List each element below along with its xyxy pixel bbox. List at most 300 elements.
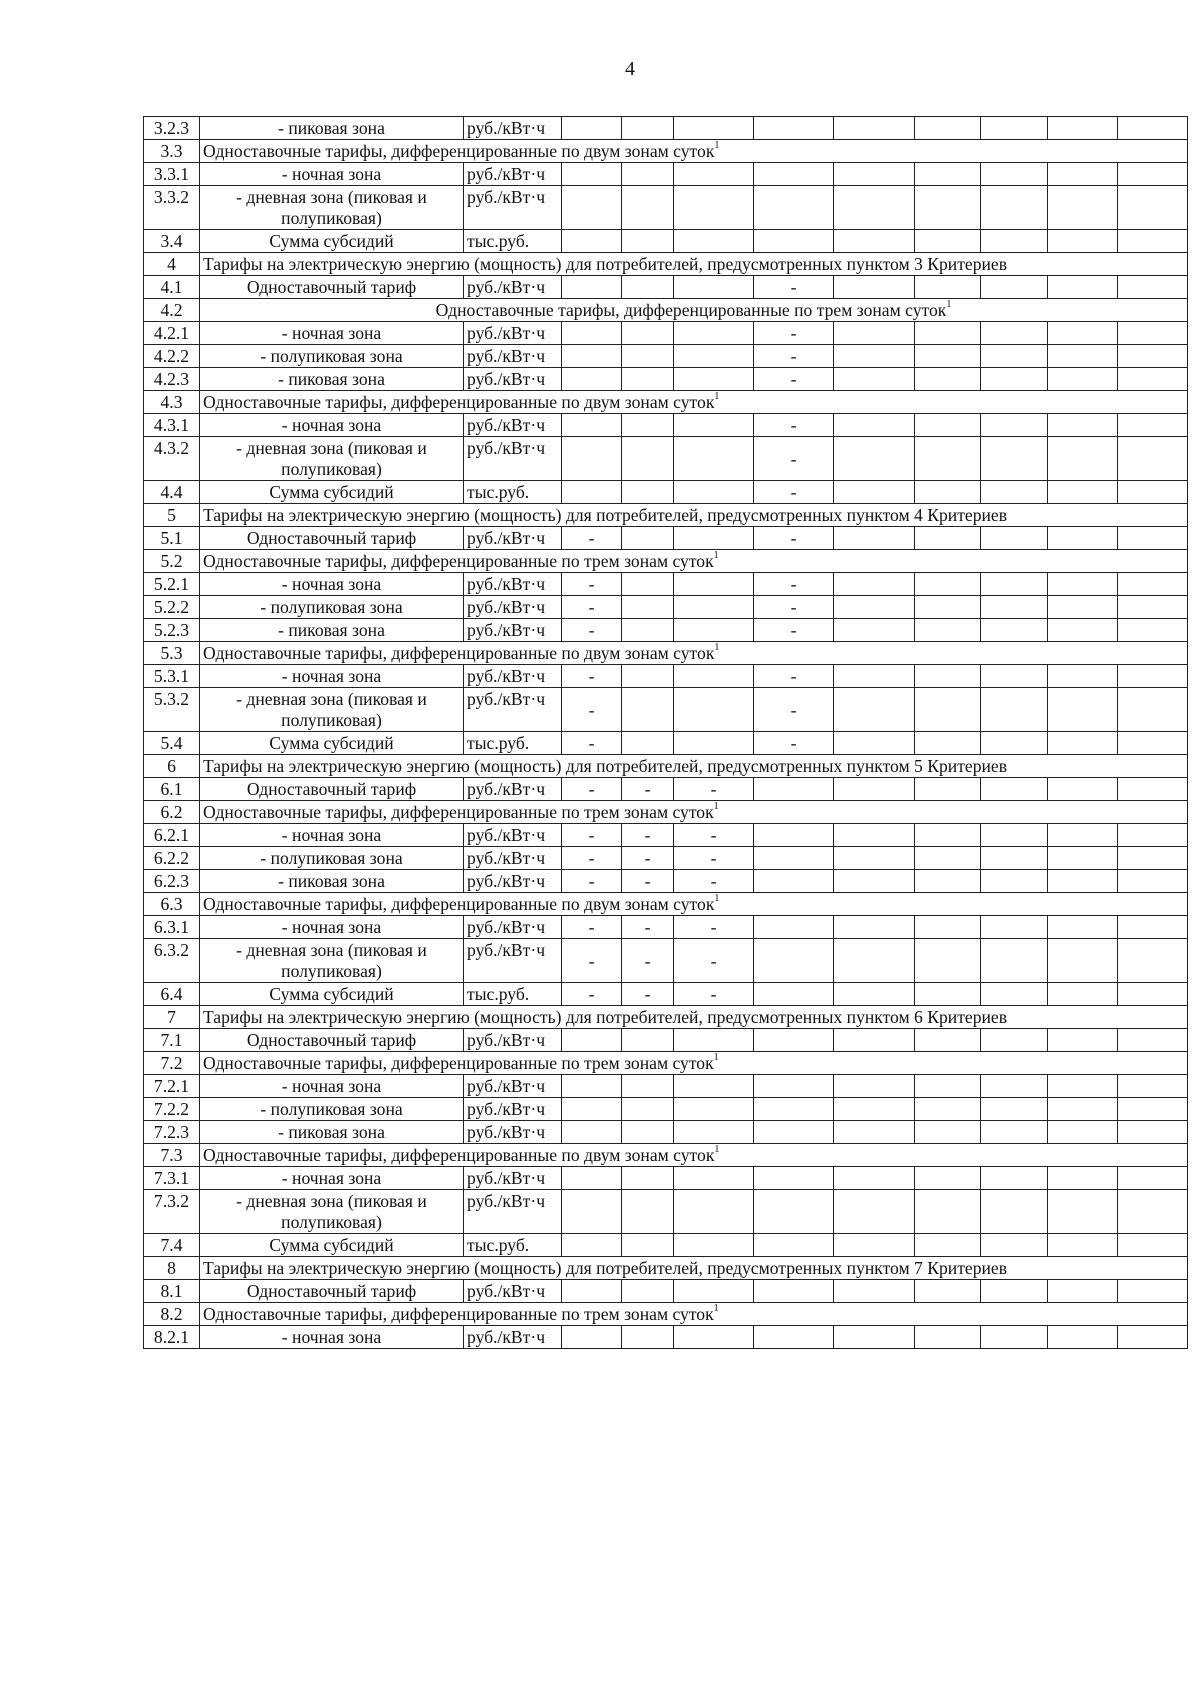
- value-cell: -: [674, 916, 754, 939]
- value-cell: [562, 1098, 622, 1121]
- value-cell: [1118, 847, 1188, 870]
- value-cell: [981, 847, 1048, 870]
- value-cell: [562, 1280, 622, 1303]
- value-cell: [1048, 117, 1118, 140]
- value-cell: [1048, 665, 1118, 688]
- unit: руб./кВт·ч: [464, 1098, 562, 1121]
- value-cell: [1048, 527, 1118, 550]
- value-cell: [981, 619, 1048, 642]
- value-cell: [834, 983, 915, 1006]
- value-cell: [834, 1234, 915, 1257]
- value-cell: [754, 1167, 834, 1190]
- value-cell: [981, 688, 1048, 732]
- unit: руб./кВт·ч: [464, 322, 562, 345]
- value-cell: [754, 983, 834, 1006]
- value-cell: [1048, 1121, 1118, 1144]
- value-cell: [915, 1098, 981, 1121]
- row-number: 5.3.2: [144, 688, 200, 732]
- value-cell: -: [562, 596, 622, 619]
- value-cell: [1048, 1029, 1118, 1052]
- value-cell: [1048, 1234, 1118, 1257]
- value-cell: [622, 1234, 674, 1257]
- value-cell: [1118, 732, 1188, 755]
- value-cell: [1048, 186, 1118, 230]
- value-cell: -: [754, 481, 834, 504]
- section-title: [200, 391, 1188, 414]
- table-row: [144, 163, 1188, 186]
- value-cell: [915, 1280, 981, 1303]
- value-cell: [834, 414, 915, 437]
- section-title-text: Тарифы на электрическую энергию (мощность) для потребителей, предусмотренных пунктом 3 Критериев: [203, 254, 1008, 274]
- row-number: 7.1: [144, 1029, 200, 1052]
- section-row: [144, 140, 1188, 163]
- value-cell: [674, 527, 754, 550]
- value-cell: [1118, 368, 1188, 391]
- value-cell: [1048, 437, 1118, 481]
- value-cell: [1118, 1075, 1188, 1098]
- indicator-name: Сумма субсидий: [200, 230, 464, 253]
- value-cell: [981, 345, 1048, 368]
- value-cell: [981, 824, 1048, 847]
- value-cell: [981, 437, 1048, 481]
- row-number: 3.4: [144, 230, 200, 253]
- indicator-name: - пиковая зона: [200, 117, 464, 140]
- value-cell: [915, 1075, 981, 1098]
- value-cell: -: [754, 368, 834, 391]
- section-title: [200, 504, 1188, 527]
- value-cell: [915, 573, 981, 596]
- section-title-text: Одноставочные тарифы, дифференцированные по трем зонам суток: [203, 1304, 714, 1324]
- value-cell: -: [674, 824, 754, 847]
- section-row: [144, 391, 1188, 414]
- value-cell: [622, 322, 674, 345]
- value-cell: -: [622, 983, 674, 1006]
- value-cell: [754, 870, 834, 893]
- table-row: [144, 437, 1188, 481]
- section-row: [144, 1257, 1188, 1280]
- value-cell: -: [754, 573, 834, 596]
- value-cell: [754, 1190, 834, 1234]
- row-number: 4.3: [144, 391, 200, 414]
- table-row: [144, 1029, 1188, 1052]
- value-cell: [1118, 527, 1188, 550]
- value-cell: [622, 596, 674, 619]
- value-cell: -: [562, 688, 622, 732]
- value-cell: [674, 1234, 754, 1257]
- value-cell: [834, 368, 915, 391]
- value-cell: [1048, 322, 1118, 345]
- value-cell: -: [674, 983, 754, 1006]
- value-cell: -: [562, 939, 622, 983]
- value-cell: [674, 345, 754, 368]
- section-title-text: Одноставочные тарифы, дифференцированные по двум зонам суток: [203, 894, 715, 914]
- value-cell: [622, 230, 674, 253]
- value-cell: [562, 437, 622, 481]
- value-cell: [915, 1167, 981, 1190]
- value-cell: [1048, 481, 1118, 504]
- value-cell: [1118, 276, 1188, 299]
- value-cell: [754, 1234, 834, 1257]
- unit: руб./кВт·ч: [464, 939, 562, 983]
- value-cell: -: [622, 824, 674, 847]
- value-cell: [981, 983, 1048, 1006]
- row-number: 7.2.1: [144, 1075, 200, 1098]
- value-cell: [754, 117, 834, 140]
- value-cell: [1118, 117, 1188, 140]
- row-number: 3.2.3: [144, 117, 200, 140]
- row-number: 5.2: [144, 550, 200, 573]
- value-cell: [674, 1029, 754, 1052]
- unit: руб./кВт·ч: [464, 1121, 562, 1144]
- value-cell: -: [754, 414, 834, 437]
- table-row: [144, 732, 1188, 755]
- indicator-name: - ночная зона: [200, 1326, 464, 1349]
- value-cell: [674, 1326, 754, 1349]
- value-cell: [562, 186, 622, 230]
- section-title: [200, 1303, 1188, 1326]
- section-title-text: Одноставочные тарифы, дифференцированные по двум зонам суток: [203, 392, 715, 412]
- unit: руб./кВт·ч: [464, 1167, 562, 1190]
- section-title: [200, 755, 1188, 778]
- unit: руб./кВт·ч: [464, 688, 562, 732]
- value-cell: [1118, 481, 1188, 504]
- value-cell: [754, 1029, 834, 1052]
- table-row: [144, 778, 1188, 801]
- value-cell: -: [754, 276, 834, 299]
- page-number: 4: [625, 58, 635, 80]
- value-cell: [834, 345, 915, 368]
- value-cell: -: [562, 847, 622, 870]
- unit: руб./кВт·ч: [464, 437, 562, 481]
- value-cell: [674, 1167, 754, 1190]
- table-row: [144, 688, 1188, 732]
- row-number: 6.1: [144, 778, 200, 801]
- value-cell: [622, 117, 674, 140]
- section-title: [200, 1052, 1188, 1075]
- section-row: [144, 893, 1188, 916]
- unit: руб./кВт·ч: [464, 276, 562, 299]
- value-cell: [754, 916, 834, 939]
- value-cell: [1118, 186, 1188, 230]
- table-row: [144, 1190, 1188, 1234]
- value-cell: [1118, 414, 1188, 437]
- unit: руб./кВт·ч: [464, 186, 562, 230]
- value-cell: [834, 596, 915, 619]
- row-number: 7.2: [144, 1052, 200, 1075]
- value-cell: [674, 230, 754, 253]
- value-cell: [834, 824, 915, 847]
- indicator-name: - дневная зона (пиковая и полупиковая): [200, 437, 464, 481]
- value-cell: [674, 186, 754, 230]
- value-cell: [1048, 573, 1118, 596]
- value-cell: [562, 414, 622, 437]
- value-cell: [1118, 1326, 1188, 1349]
- section-title: [200, 1257, 1188, 1280]
- value-cell: [1118, 596, 1188, 619]
- value-cell: [1048, 1190, 1118, 1234]
- value-cell: [674, 414, 754, 437]
- value-cell: [1048, 1098, 1118, 1121]
- value-cell: [622, 1326, 674, 1349]
- section-title-text: Тарифы на электрическую энергию (мощность) для потребителей, предусмотренных пунктом 4 Критериев: [203, 505, 1008, 525]
- value-cell: [1118, 230, 1188, 253]
- value-cell: [754, 1326, 834, 1349]
- row-number: 4.3.2: [144, 437, 200, 481]
- value-cell: [1048, 163, 1118, 186]
- indicator-name: - ночная зона: [200, 163, 464, 186]
- indicator-name: - пиковая зона: [200, 368, 464, 391]
- table-row: [144, 1075, 1188, 1098]
- section-title-text: Одноставочные тарифы, дифференцированные по двум зонам суток: [203, 141, 715, 161]
- value-cell: [834, 619, 915, 642]
- value-cell: -: [562, 527, 622, 550]
- value-cell: [834, 688, 915, 732]
- value-cell: [834, 732, 915, 755]
- unit: тыс.руб.: [464, 481, 562, 504]
- row-number: 3.3.1: [144, 163, 200, 186]
- value-cell: [981, 276, 1048, 299]
- indicator-name: - полупиковая зона: [200, 596, 464, 619]
- row-number: 8.2: [144, 1303, 200, 1326]
- row-number: 4.1: [144, 276, 200, 299]
- value-cell: [622, 1190, 674, 1234]
- value-cell: -: [562, 870, 622, 893]
- table-row: [144, 1280, 1188, 1303]
- value-cell: [981, 1029, 1048, 1052]
- table-row: [144, 870, 1188, 893]
- value-cell: [674, 619, 754, 642]
- value-cell: [674, 1280, 754, 1303]
- value-cell: [674, 1121, 754, 1144]
- table-row: [144, 368, 1188, 391]
- row-number: 5: [144, 504, 200, 527]
- unit: тыс.руб.: [464, 1234, 562, 1257]
- value-cell: [754, 1075, 834, 1098]
- unit: руб./кВт·ч: [464, 117, 562, 140]
- value-cell: [562, 117, 622, 140]
- value-cell: [1118, 1098, 1188, 1121]
- value-cell: [915, 322, 981, 345]
- section-title-text: Тарифы на электрическую энергию (мощность) для потребителей, предусмотренных пунктом 7 Критериев: [203, 1258, 1008, 1278]
- value-cell: [754, 163, 834, 186]
- value-cell: [915, 1234, 981, 1257]
- indicator-name: - полупиковая зона: [200, 345, 464, 368]
- value-cell: -: [562, 732, 622, 755]
- footnote-mark: 1: [714, 140, 720, 152]
- value-cell: [915, 186, 981, 230]
- value-cell: [1048, 1326, 1118, 1349]
- value-cell: [754, 186, 834, 230]
- indicator-name: Одноставочный тариф: [200, 276, 464, 299]
- row-number: 5.2.2: [144, 596, 200, 619]
- indicator-name: - ночная зона: [200, 665, 464, 688]
- value-cell: [622, 368, 674, 391]
- value-cell: [1048, 983, 1118, 1006]
- value-cell: [674, 1075, 754, 1098]
- value-cell: [1048, 1280, 1118, 1303]
- value-cell: [622, 1029, 674, 1052]
- value-cell: [1048, 345, 1118, 368]
- value-cell: -: [754, 619, 834, 642]
- row-number: 5.3: [144, 642, 200, 665]
- footnote-mark: 1: [946, 299, 952, 311]
- value-cell: -: [622, 916, 674, 939]
- indicator-name: Сумма субсидий: [200, 732, 464, 755]
- section-title: [200, 140, 1188, 163]
- row-number: 5.2.3: [144, 619, 200, 642]
- value-cell: [674, 368, 754, 391]
- section-row: [144, 299, 1188, 322]
- value-cell: [915, 368, 981, 391]
- value-cell: -: [562, 619, 622, 642]
- value-cell: [622, 414, 674, 437]
- section-row: [144, 1144, 1188, 1167]
- value-cell: [834, 1121, 915, 1144]
- value-cell: [1048, 916, 1118, 939]
- value-cell: [754, 939, 834, 983]
- value-cell: [1048, 1167, 1118, 1190]
- unit: руб./кВт·ч: [464, 870, 562, 893]
- value-cell: [1048, 276, 1118, 299]
- table-row: [144, 414, 1188, 437]
- section-title-text: Одноставочные тарифы, дифференцированные по двум зонам суток: [203, 1145, 715, 1165]
- table-row: [144, 322, 1188, 345]
- indicator-name: - полупиковая зона: [200, 1098, 464, 1121]
- indicator-name: - ночная зона: [200, 1167, 464, 1190]
- value-cell: [1048, 368, 1118, 391]
- value-cell: -: [562, 824, 622, 847]
- value-cell: [674, 163, 754, 186]
- row-number: 4.4: [144, 481, 200, 504]
- row-number: 8.2.1: [144, 1326, 200, 1349]
- value-cell: [754, 1121, 834, 1144]
- unit: руб./кВт·ч: [464, 778, 562, 801]
- value-cell: [981, 1098, 1048, 1121]
- value-cell: [674, 1098, 754, 1121]
- value-cell: [754, 230, 834, 253]
- value-cell: [915, 732, 981, 755]
- value-cell: [622, 1075, 674, 1098]
- value-cell: -: [674, 847, 754, 870]
- footnote-mark: 1: [713, 1052, 719, 1064]
- value-cell: [674, 573, 754, 596]
- value-cell: [1118, 778, 1188, 801]
- value-cell: -: [622, 939, 674, 983]
- value-cell: [915, 117, 981, 140]
- value-cell: [622, 1280, 674, 1303]
- value-cell: [674, 732, 754, 755]
- footnote-mark: 1: [713, 1303, 719, 1315]
- value-cell: -: [562, 916, 622, 939]
- section-title-text: Одноставочные тарифы, дифференцированные по трем зонам суток: [203, 802, 714, 822]
- indicator-name: - дневная зона (пиковая и полупиковая): [200, 688, 464, 732]
- value-cell: -: [674, 778, 754, 801]
- row-number: 7.2.3: [144, 1121, 200, 1144]
- section-row: [144, 1006, 1188, 1029]
- value-cell: [981, 1190, 1048, 1234]
- indicator-name: - ночная зона: [200, 1075, 464, 1098]
- value-cell: [562, 230, 622, 253]
- row-number: 6.2.1: [144, 824, 200, 847]
- row-number: 3.3.2: [144, 186, 200, 230]
- footnote-mark: 1: [714, 893, 720, 905]
- value-cell: [981, 778, 1048, 801]
- section-title: [200, 299, 1188, 322]
- table-row: [144, 186, 1188, 230]
- value-cell: [1118, 824, 1188, 847]
- section-title-text: Одноставочные тарифы, дифференцированные по трем зонам суток: [203, 551, 714, 571]
- value-cell: -: [562, 778, 622, 801]
- value-cell: [915, 778, 981, 801]
- value-cell: [834, 117, 915, 140]
- section-title-text: Одноставочные тарифы, дифференцированные по трем зонам суток: [435, 300, 947, 320]
- unit: руб./кВт·ч: [464, 1029, 562, 1052]
- section-title: [200, 1006, 1188, 1029]
- row-number: 7.3.2: [144, 1190, 200, 1234]
- value-cell: [981, 186, 1048, 230]
- value-cell: [981, 1167, 1048, 1190]
- value-cell: [674, 1190, 754, 1234]
- row-number: 8: [144, 1257, 200, 1280]
- unit: тыс.руб.: [464, 230, 562, 253]
- value-cell: [1048, 939, 1118, 983]
- section-title: [200, 1144, 1188, 1167]
- footnote-mark: 1: [713, 550, 719, 562]
- value-cell: [981, 1075, 1048, 1098]
- footnote-mark: 1: [713, 801, 719, 813]
- footnote-mark: 1: [714, 1144, 720, 1156]
- indicator-name: - ночная зона: [200, 573, 464, 596]
- value-cell: [1118, 1280, 1188, 1303]
- unit: руб./кВт·ч: [464, 596, 562, 619]
- section-row: [144, 1303, 1188, 1326]
- value-cell: -: [754, 665, 834, 688]
- value-cell: [622, 437, 674, 481]
- unit: руб./кВт·ч: [464, 1326, 562, 1349]
- row-number: 6.3.1: [144, 916, 200, 939]
- value-cell: -: [754, 596, 834, 619]
- value-cell: [1118, 573, 1188, 596]
- value-cell: [1048, 824, 1118, 847]
- section-title: [200, 801, 1188, 824]
- value-cell: -: [754, 437, 834, 481]
- table-row: [144, 665, 1188, 688]
- footnote-mark: 1: [714, 391, 720, 403]
- indicator-name: - дневная зона (пиковая и полупиковая): [200, 939, 464, 983]
- value-cell: -: [562, 573, 622, 596]
- value-cell: [1048, 596, 1118, 619]
- indicator-name: Сумма субсидий: [200, 1234, 464, 1257]
- row-number: 7.3: [144, 1144, 200, 1167]
- unit: руб./кВт·ч: [464, 368, 562, 391]
- value-cell: [622, 1098, 674, 1121]
- unit: руб./кВт·ч: [464, 619, 562, 642]
- value-cell: [1118, 983, 1188, 1006]
- value-cell: [1118, 322, 1188, 345]
- value-cell: [562, 1326, 622, 1349]
- value-cell: [674, 688, 754, 732]
- value-cell: [915, 345, 981, 368]
- value-cell: [981, 732, 1048, 755]
- value-cell: [834, 1098, 915, 1121]
- row-number: 4.3.1: [144, 414, 200, 437]
- value-cell: [915, 437, 981, 481]
- value-cell: [981, 1234, 1048, 1257]
- value-cell: [1118, 916, 1188, 939]
- value-cell: [915, 481, 981, 504]
- value-cell: [622, 527, 674, 550]
- value-cell: [754, 778, 834, 801]
